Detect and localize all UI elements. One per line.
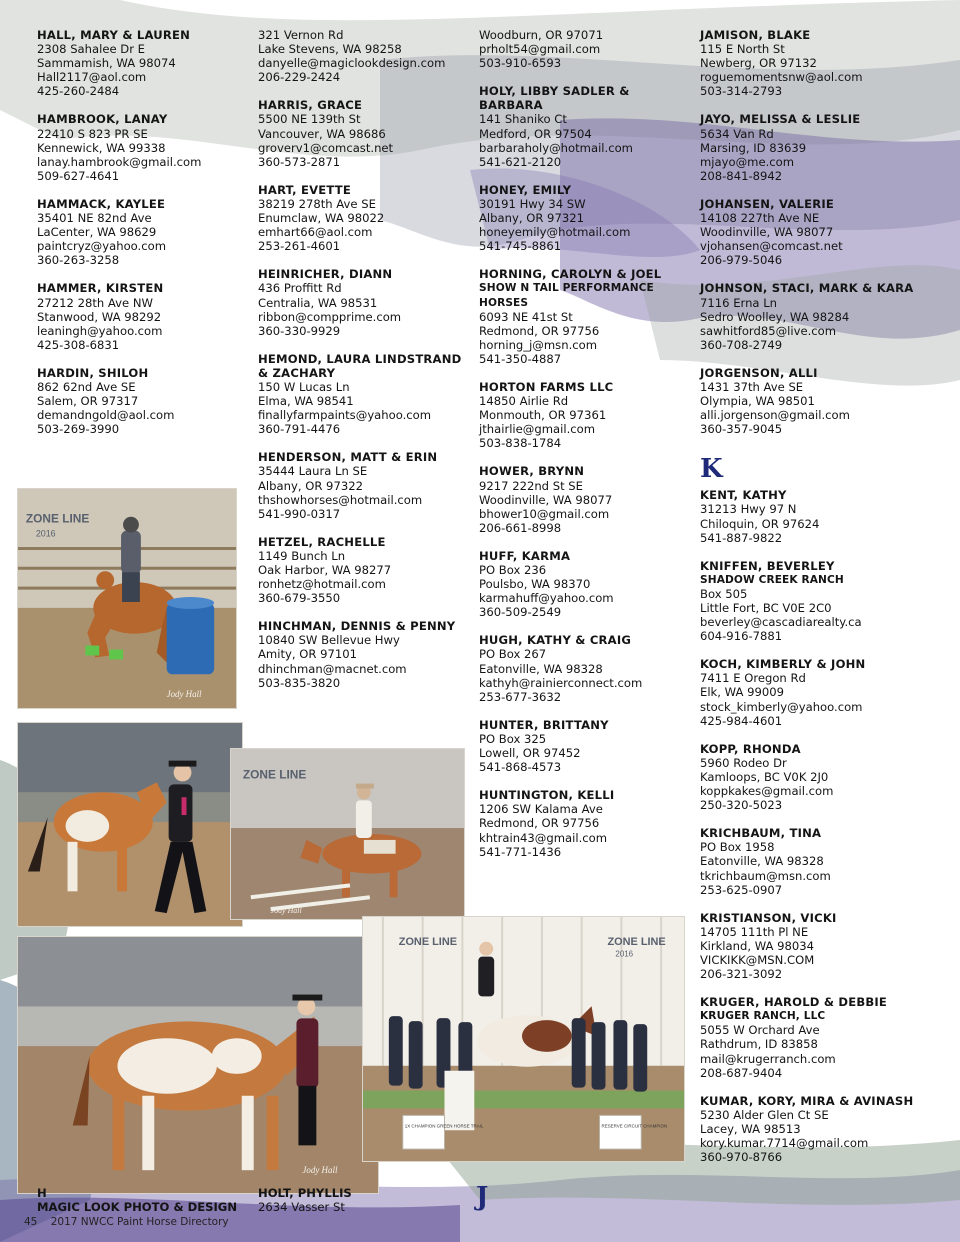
entry-detail-line: 541-350-4887 (479, 351, 562, 366)
entry-detail-line: Hall2117@aol.com (37, 70, 147, 85)
entry-detail-line: 250-320-5023 (700, 798, 783, 813)
photo-group-champions (362, 916, 685, 1162)
photo-showmanship (17, 722, 243, 927)
entry-detail-line: 541-771-1436 (479, 844, 562, 859)
entry-detail-line: 14850 Airlie Rd (479, 394, 569, 409)
entry-detail-line: Medford, OR 97504 (479, 126, 592, 141)
entry-detail-line: 360-573-2871 (258, 154, 341, 169)
zone-line-logo: ZONE LINE (25, 511, 90, 526)
entry-detail-line: 503-838-1784 (479, 436, 562, 451)
entry-detail-line: 14705 111th Pl NE (700, 924, 809, 939)
entry-detail-line: 5500 NE 139th St (258, 112, 361, 127)
directory-entry (479, 183, 694, 253)
section-letter-k: K (700, 454, 723, 485)
entry-detail-line: 360-330-9929 (258, 323, 341, 338)
directory-entry (479, 549, 694, 619)
entry-detail-line: 1149 Bunch Ln (258, 548, 346, 563)
entry-detail-line: bhower10@gmail.com (479, 506, 610, 521)
entry-detail-line: 360-679-3550 (258, 591, 341, 606)
entry-detail-line: 10840 SW Bellevue Hwy (258, 633, 400, 648)
entry-detail-line: 253-677-3632 (479, 689, 562, 704)
partial-entry-bottom-mid (258, 1186, 352, 1214)
svg-text:ZONE LINE: ZONE LINE (607, 935, 666, 948)
entry-detail-line: 1431 37th Ave SE (700, 379, 804, 394)
entry-detail-line: ronhetz@hotmail.com (258, 577, 386, 592)
svg-text:ZONE LINE: ZONE LINE (398, 935, 458, 948)
entry-name: HAMMACK, KAYLEE (37, 196, 166, 211)
entry-detail-line: PO Box 267 (479, 647, 547, 662)
entry-detail-line: 141 Shaniko Ct (479, 112, 567, 127)
entry-detail-line: vjohansen@comcast.net (700, 239, 843, 254)
entry-detail-line: 6093 NE 41st St (479, 309, 573, 324)
entry-detail-line: 503-269-3990 (37, 422, 120, 437)
entry-detail-line: 360-263-3258 (37, 253, 120, 268)
directory-entry (700, 112, 920, 182)
entry-detail-line: 360-708-2749 (700, 337, 783, 352)
entry-detail-line: Newberg, OR 97132 (700, 56, 817, 71)
entry-name: HONEY, EMILY (479, 182, 572, 197)
entry-detail-line: Poulsbo, WA 98370 (479, 577, 591, 592)
entry-detail-line: Enumclaw, WA 98022 (258, 211, 385, 226)
svg-text:RESERVE CIRCUIT CHAMPION: RESERVE CIRCUIT CHAMPION (601, 1123, 668, 1129)
directory-entry (479, 788, 694, 858)
entry-name: HARDIN, SHILOH (37, 365, 149, 380)
entry-detail-line: Sedro Woolley, WA 98284 (700, 309, 850, 324)
section-letter-j: J (476, 1182, 489, 1212)
directory-column-2 (258, 28, 473, 704)
entry-detail-line: Rathdrum, ID 83858 (700, 1037, 818, 1052)
directory-entry (258, 450, 473, 520)
entry-detail-line: Monmouth, OR 97361 (479, 408, 607, 423)
entry-detail-line: thshowhorses@hotmail.com (258, 492, 423, 507)
entry-detail-line: Marsing, ID 83639 (700, 140, 807, 155)
entry-detail-line: 208-687-9404 (700, 1065, 783, 1080)
partial-entry-name: H (37, 1186, 47, 1200)
directory-entry (258, 28, 473, 84)
entry-name: HUNTINGTON, KELLI (479, 788, 615, 803)
entry-detail-line: mail@krugerranch.com (700, 1051, 836, 1066)
entry-detail-line: demandngold@aol.com (37, 408, 175, 423)
directory-column-1 (37, 28, 247, 450)
entry-detail-line: 503-835-3820 (258, 675, 341, 690)
directory-entry (479, 718, 694, 774)
entry-detail-line: LaCenter, WA 98629 (37, 225, 157, 240)
entry-detail-line: Woodinville, WA 98077 (700, 225, 834, 240)
entry-detail-line: leaningh@yahoo.com (37, 323, 163, 338)
svg-text:Jody Hall: Jody Hall (270, 906, 302, 916)
entry-name: KOPP, RHONDA (700, 741, 801, 756)
photo-barrel-racing (17, 488, 237, 709)
entry-company: SHOW N TAIL PERFORMANCE HORSES (479, 282, 654, 309)
directory-entry (37, 112, 247, 182)
entry-detail-line: 208-841-8942 (700, 168, 783, 183)
entry-name: HAMBROOK, LANAY (37, 112, 168, 127)
entry-name: HENDERSON, MATT & ERIN (258, 450, 438, 465)
entry-detail-line: 541-887-9822 (700, 530, 783, 545)
entry-name: KRUGER, HAROLD & DEBBIE (700, 995, 888, 1010)
entry-name: HOWER, BRYNN (479, 464, 585, 479)
entry-detail-line: 38219 278th Ave SE (258, 196, 376, 211)
directory-entry (37, 197, 247, 267)
entry-detail-line: Stanwood, WA 98292 (37, 309, 162, 324)
directory-entry (258, 183, 473, 253)
entry-detail-line: 35444 Laura Ln SE (258, 464, 368, 479)
entry-detail-line: dhinchman@macnet.com (258, 661, 407, 676)
entry-name: HEMOND, LAURA LINDSTRAND (258, 351, 462, 366)
directory-entry (700, 197, 920, 267)
entry-detail-line: khtrain43@gmail.com (479, 830, 608, 845)
entry-name: HUFF, KARMA (479, 548, 571, 563)
entry-detail-line: 27212 28th Ave NW (37, 295, 153, 310)
directory-column-3 (479, 28, 694, 873)
publication-title: 2017 NWCC Paint Horse Directory (50, 1216, 229, 1228)
entry-detail-line: stock_kimberly@yahoo.com (700, 699, 863, 714)
entry-name: KRICHBAUM, TINA (700, 826, 822, 841)
entry-detail-line: 5055 W Orchard Ave (700, 1023, 820, 1038)
entry-detail-line: Albany, OR 97321 (479, 211, 584, 226)
entry-detail-line: PO Box 236 (479, 563, 547, 577)
entry-detail-line: jthairlie@gmail.com (479, 422, 596, 437)
entry-name: KENT, KATHY (700, 488, 787, 503)
directory-entry (37, 281, 247, 351)
partial-entry-name: HOLT, PHYLLIS (258, 1186, 352, 1200)
entry-detail-line: emhart66@aol.com (258, 225, 373, 240)
directory-entry (479, 464, 694, 534)
entry-detail-line: 541-868-4573 (479, 760, 562, 775)
entry-detail-line: Eatonville, WA 98328 (700, 854, 824, 869)
entry-detail-line: 425-260-2484 (37, 84, 120, 99)
entry-detail-line: roguemomentsnw@aol.com (700, 70, 863, 85)
entry-name: HOLY, LIBBY SADLER & BARBARA (479, 84, 630, 113)
entry-detail-line: 7411 E Oregon Rd (700, 671, 806, 686)
entry-detail-line: groverv1@comcast.net (258, 140, 394, 155)
directory-entry (479, 267, 694, 366)
entry-detail-line: Lowell, OR 97452 (479, 746, 581, 761)
entry-detail-line: 360-357-9045 (700, 422, 783, 437)
entry-name: KRISTIANSON, VICKI (700, 910, 837, 925)
svg-text:Jody Hall: Jody Hall (302, 1165, 338, 1176)
directory-entry (700, 911, 920, 981)
entry-detail-line: Redmond, OR 97756 (479, 816, 600, 831)
entry-detail-line: PO Box 1958 (700, 840, 775, 855)
entry-name: HINCHMAN, DENNIS & PENNY (258, 619, 456, 634)
entry-detail-line: 206-979-5046 (700, 253, 783, 268)
entry-detail-line: Elma, WA 98541 (258, 394, 354, 409)
entry-detail-line: 206-661-8998 (479, 520, 562, 535)
photo-trail-class (230, 748, 465, 920)
entry-detail-line: Kennewick, WA 99338 (37, 140, 166, 155)
entry-detail-line: 360-509-2549 (479, 605, 562, 620)
page-number: 45 (24, 1216, 38, 1228)
entry-detail-line: Albany, OR 97322 (258, 478, 363, 493)
directory-entry (479, 84, 694, 169)
directory-entry (479, 380, 694, 450)
entry-detail-line: 321 Vernon Rd (258, 28, 344, 42)
entry-detail-line: sawhitford85@live.com (700, 323, 837, 338)
entry-company: KRUGER RANCH, LLC (700, 1010, 826, 1023)
entry-name: JAMISON, BLAKE (700, 28, 811, 42)
entry-detail-line: Redmond, OR 97756 (479, 323, 600, 338)
entry-name: JOHNSON, STACI, MARK & KARA (700, 281, 914, 296)
entry-detail-line: Woodburn, OR 97071 (479, 28, 604, 42)
entry-detail-line: 22410 S 823 PR SE (37, 126, 148, 141)
svg-text:Jody Hall: Jody Hall (166, 689, 202, 700)
page-footer (24, 1216, 229, 1228)
entry-detail-line: barbaraholy@hotmail.com (479, 140, 633, 155)
entry-detail-line: prholt54@gmail.com (479, 42, 601, 57)
entry-detail-line: Box 505 (700, 586, 748, 601)
partial-entry-line: 2634 Vasser St (258, 1200, 345, 1215)
entry-detail-line: 503-314-2793 (700, 84, 783, 99)
entry-detail-line: 150 W Lucas Ln (258, 379, 350, 394)
entry-detail-line: Little Fort, BC V0E 2C0 (700, 601, 832, 615)
entry-detail-line: danyelle@magiclookdesign.com (258, 56, 446, 71)
entry-detail-line: 5960 Rodeo Dr (700, 755, 787, 770)
entry-name: HEINRICHER, DIANN (258, 267, 393, 282)
entry-detail-line: Salem, OR 97317 (37, 394, 139, 409)
entry-detail-line: 7116 Erna Ln (700, 295, 778, 310)
partial-entry-company: MAGIC LOOK PHOTO & DESIGN (37, 1200, 238, 1215)
entry-name: JOHANSEN, VALERIE (700, 196, 834, 211)
entry-detail-line: 541-990-0317 (258, 506, 341, 521)
entry-detail-line: Oak Harbor, WA 98277 (258, 563, 392, 577)
entry-detail-line: 425-984-4601 (700, 713, 783, 728)
directory-entry (700, 281, 920, 351)
entry-detail-line: VICKIKK@MSN.COM (700, 952, 815, 967)
entry-detail-line: 9217 222nd St SE (479, 478, 583, 493)
entry-detail-line: 14108 227th Ave NE (700, 211, 820, 226)
entry-detail-line: 541-621-2120 (479, 154, 562, 169)
entry-detail-line: alli.jorgenson@gmail.com (700, 408, 850, 423)
directory-entry (258, 267, 473, 337)
entry-detail-line: karmahuff@yahoo.com (479, 591, 614, 606)
svg-text:1X CHAMPION GREEN HORSE TRAIL: 1X CHAMPION GREEN HORSE TRAIL (404, 1123, 484, 1129)
entry-detail-line: 503-910-6593 (479, 56, 562, 71)
directory-entry (700, 995, 920, 1080)
directory-entry (700, 742, 920, 812)
directory-entry (258, 535, 473, 605)
directory-entry (258, 352, 473, 437)
entry-detail-line: 509-627-4641 (37, 168, 120, 183)
entry-name: HALL, MARY & LAUREN (37, 28, 191, 42)
svg-text:2016: 2016 (615, 949, 634, 959)
entry-name: HORTON FARMS LLC (479, 379, 614, 394)
svg-text:ZONE LINE: ZONE LINE (242, 767, 307, 782)
svg-text:2016: 2016 (35, 528, 56, 539)
entry-detail-line: 30191 Hwy 34 SW (479, 196, 586, 211)
entry-detail-line: 862 62nd Ave SE (37, 379, 136, 394)
entry-detail-line: Vancouver, WA 98686 (258, 126, 386, 141)
photo-halter-horse (17, 936, 379, 1194)
entry-detail-line: horning_j@msn.com (479, 337, 598, 352)
entry-detail-line: 35401 NE 82nd Ave (37, 211, 152, 226)
entry-name-continued: & ZACHARY (258, 365, 336, 380)
entry-detail-line: 253-261-4601 (258, 239, 341, 254)
entry-name: JAYO, MELISSA & LESLIE (700, 112, 861, 127)
directory-entry (258, 619, 473, 689)
entry-detail-line: 1206 SW Kalama Ave (479, 802, 603, 817)
entry-detail-line: 206-321-3092 (700, 967, 783, 982)
entry-name: HAMMER, KIRSTEN (37, 281, 164, 296)
entry-company: SHADOW CREEK RANCH (700, 573, 844, 586)
entry-detail-line: Olympia, WA 98501 (700, 394, 815, 409)
entry-detail-line: 436 Proffitt Rd (258, 281, 342, 296)
entry-detail-line: Sammamish, WA 98074 (37, 56, 176, 71)
entry-detail-line: Chiloquin, OR 97624 (700, 516, 820, 531)
directory-entry (700, 488, 920, 544)
directory-entry (700, 1094, 920, 1164)
entry-detail-line: 115 E North St (700, 42, 785, 57)
entry-detail-line: 425-308-6831 (37, 337, 120, 352)
entry-detail-line: beverley@cascadiarealty.ca (700, 615, 862, 630)
entry-detail-line: 206-229-2424 (258, 70, 341, 85)
directory-entry (479, 28, 694, 70)
entry-detail-line: ribbon@compprime.com (258, 309, 402, 324)
entry-detail-line: Kirkland, WA 98034 (700, 938, 815, 953)
entry-name: KNIFFEN, BEVERLEY (700, 558, 835, 573)
entry-detail-line: Eatonville, WA 98328 (479, 661, 603, 676)
entry-detail-line: 5634 Van Rd (700, 126, 774, 141)
directory-column-4 (700, 28, 920, 1178)
directory-entry (479, 633, 694, 703)
entry-detail-line: 360-970-8766 (700, 1150, 783, 1165)
entry-name: HORNING, CAROLYN & JOEL (479, 267, 662, 282)
directory-entry (700, 28, 920, 98)
directory-entry (700, 657, 920, 727)
entry-detail-line: Lake Stevens, WA 98258 (258, 42, 402, 57)
entry-detail-line: 253-625-0907 (700, 882, 783, 897)
entry-detail-line: kathyh@rainierconnect.com (479, 675, 643, 690)
entry-detail-line: Kamloops, BC V0K 2J0 (700, 769, 829, 784)
entry-detail-line: Lacey, WA 98513 (700, 1121, 801, 1136)
entry-detail-line: honeyemily@hotmail.com (479, 225, 631, 240)
entry-detail-line: Centralia, WA 98531 (258, 295, 378, 310)
entry-detail-line: 5230 Alder Glen Ct SE (700, 1107, 829, 1122)
entry-detail-line: Woodinville, WA 98077 (479, 492, 613, 507)
entry-detail-line: 2308 Sahalee Dr E (37, 42, 145, 57)
directory-entry (37, 366, 247, 436)
entry-detail-line: 360-791-4476 (258, 422, 341, 437)
entry-name: HUNTER, BRITTANY (479, 717, 609, 732)
directory-entry (700, 826, 920, 896)
entry-detail-line: 541-745-8861 (479, 239, 562, 254)
entry-name: JORGENSON, ALLI (700, 365, 818, 380)
entry-detail-line: kory.kumar.7714@gmail.com (700, 1136, 869, 1150)
entry-detail-line: 604-916-7881 (700, 629, 783, 644)
directory-entry (258, 98, 473, 168)
entry-name: HETZEL, RACHELLE (258, 534, 386, 549)
entry-detail-line: Elk, WA 99009 (700, 685, 784, 700)
entry-detail-line: koppkakes@gmail.com (700, 784, 834, 799)
entry-detail-line: lanay.hambrook@gmail.com (37, 154, 202, 169)
partial-entry-bottom-left (37, 1186, 237, 1214)
entry-name: HART, EVETTE (258, 182, 351, 197)
directory-entry (37, 28, 247, 98)
entry-detail-line: tkrichbaum@msn.com (700, 868, 831, 883)
entry-detail-line: paintcryz@yahoo.com (37, 239, 167, 254)
directory-entry (700, 366, 920, 436)
entry-name: KOCH, KIMBERLY & JOHN (700, 657, 866, 672)
directory-entry (700, 559, 920, 644)
entry-name: HARRIS, GRACE (258, 98, 363, 113)
entry-detail-line: Amity, OR 97101 (258, 647, 357, 662)
entry-detail-line: PO Box 325 (479, 731, 547, 746)
entry-name: HUGH, KATHY & CRAIG (479, 633, 632, 648)
entry-detail-line: mjayo@me.com (700, 154, 795, 169)
entry-name: KUMAR, KORY, MIRA & AVINASH (700, 1093, 914, 1108)
entry-detail-line: finallyfarmpaints@yahoo.com (258, 408, 432, 423)
entry-detail-line: 31213 Hwy 97 N (700, 502, 797, 517)
